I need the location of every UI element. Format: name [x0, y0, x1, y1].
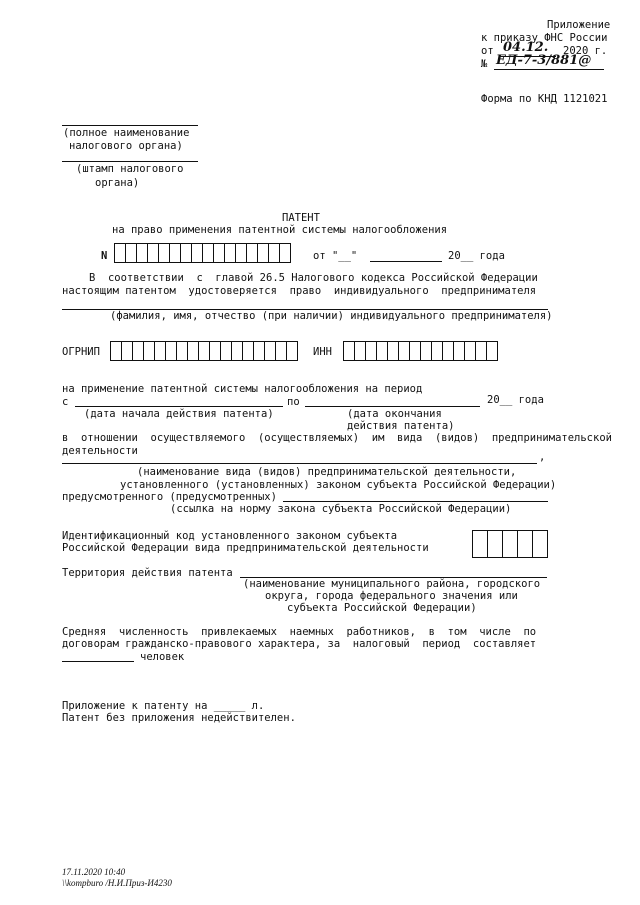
annex-line-2: Патент без приложения недействителен. — [62, 712, 296, 724]
document-subtitle: на право применения патентной системы налогообложения — [112, 224, 448, 236]
provided-label: предусмотренного (предусмотренных) — [62, 491, 277, 503]
workers-unit: человек — [140, 651, 185, 663]
header-handwritten-order-number: ЕД-7-3/881@ — [496, 53, 592, 68]
territory-label: Территория действия патента — [62, 567, 233, 579]
id-code-cells[interactable] — [472, 530, 548, 558]
id-code-line-2: Российской Федерации вида предпринимательской деятельности — [62, 542, 429, 554]
period-line: на применение патентной системы налогообложения на период — [62, 383, 423, 395]
header-appendix: Приложение — [547, 19, 611, 31]
annex-line-1: Приложение к патенту на _____ л. — [62, 700, 265, 712]
document-title: ПАТЕНТ — [282, 212, 320, 224]
norm-caption: (ссылка на норму закона субъекта Российской Федерации) — [170, 503, 512, 515]
patent-number-sign: N — [101, 250, 108, 262]
activity-comma: , — [539, 451, 546, 463]
start-date-caption: (дата начала действия патента) — [84, 408, 274, 420]
org-name-caption-2: налогового органа) — [69, 140, 183, 152]
workers-line-2: договорам гражданско-правового характера, за налоговый период составляет — [62, 638, 537, 650]
ogrnip-cells[interactable] — [110, 341, 298, 361]
inn-label: ИНН — [313, 346, 332, 358]
header-handwritten-date: 04.12. — [503, 40, 549, 55]
activity-kind-caption-1: (наименование вида (видов) предпринимательской деятельности, — [137, 466, 517, 478]
stamp-caption-2: органа) — [95, 177, 140, 189]
inn-cells[interactable] — [343, 341, 498, 361]
period-end-year: 20__ года — [487, 394, 544, 406]
issue-date-label: от "__" — [313, 250, 358, 262]
end-date-caption-2: действия патента) — [347, 420, 455, 432]
activity-line-1: в отношении осуществляемого (осуществляемых) им вида (видов) предпринимательской — [62, 432, 612, 444]
ogrnip-label: ОГРНИП — [62, 346, 100, 358]
territory-caption-3: субъекта Российской Федерации) — [287, 602, 477, 614]
issue-year: 20__ года — [448, 250, 505, 262]
id-code-line-1: Идентификационный код установленного законом субъекта — [62, 530, 398, 542]
legal-basis-line-2: настоящим патентом удостоверяется право индивидуального предпринимателя — [62, 285, 537, 297]
workers-line-1: Средняя численность привлекаемых наемных работников, в том числе по — [62, 626, 537, 638]
header-order-ref: к приказу ФНС России — [481, 32, 608, 44]
period-from-label: с — [62, 396, 69, 408]
header-year: 2020 г. — [563, 45, 608, 57]
form-code: Форма по КНД 1121021 — [481, 93, 608, 105]
activity-line-2: деятельности — [62, 445, 138, 457]
territory-caption-2: округа, города федерального значения или — [265, 590, 518, 602]
footer-timestamp: 17.11.2020 10:40 — [62, 867, 126, 877]
header-num-sign: № — [481, 58, 488, 70]
footer-path: \\kompburo /Н.И.Приз-И4230 — [62, 878, 172, 888]
stamp-caption-1: (штамп налогового — [76, 163, 184, 175]
legal-basis-line-1: В соответствии с главой 26.5 Налогового кодекса Российской Федерации — [89, 272, 538, 284]
territory-caption-1: (наименование муниципального района, городского — [243, 578, 541, 590]
end-date-caption-1: (дата окончания — [347, 408, 442, 420]
patent-number-cells[interactable] — [114, 243, 291, 263]
activity-kind-caption-2: установленного (установленных) законом субъекта Российской Федерации) — [120, 479, 557, 491]
fio-caption: (фамилия, имя, отчество (при наличии) индивидуального предпринимателя) — [110, 310, 553, 322]
header-from: от — [481, 45, 494, 57]
period-to-label: по — [287, 396, 300, 408]
org-name-caption-1: (полное наименование — [63, 127, 190, 139]
